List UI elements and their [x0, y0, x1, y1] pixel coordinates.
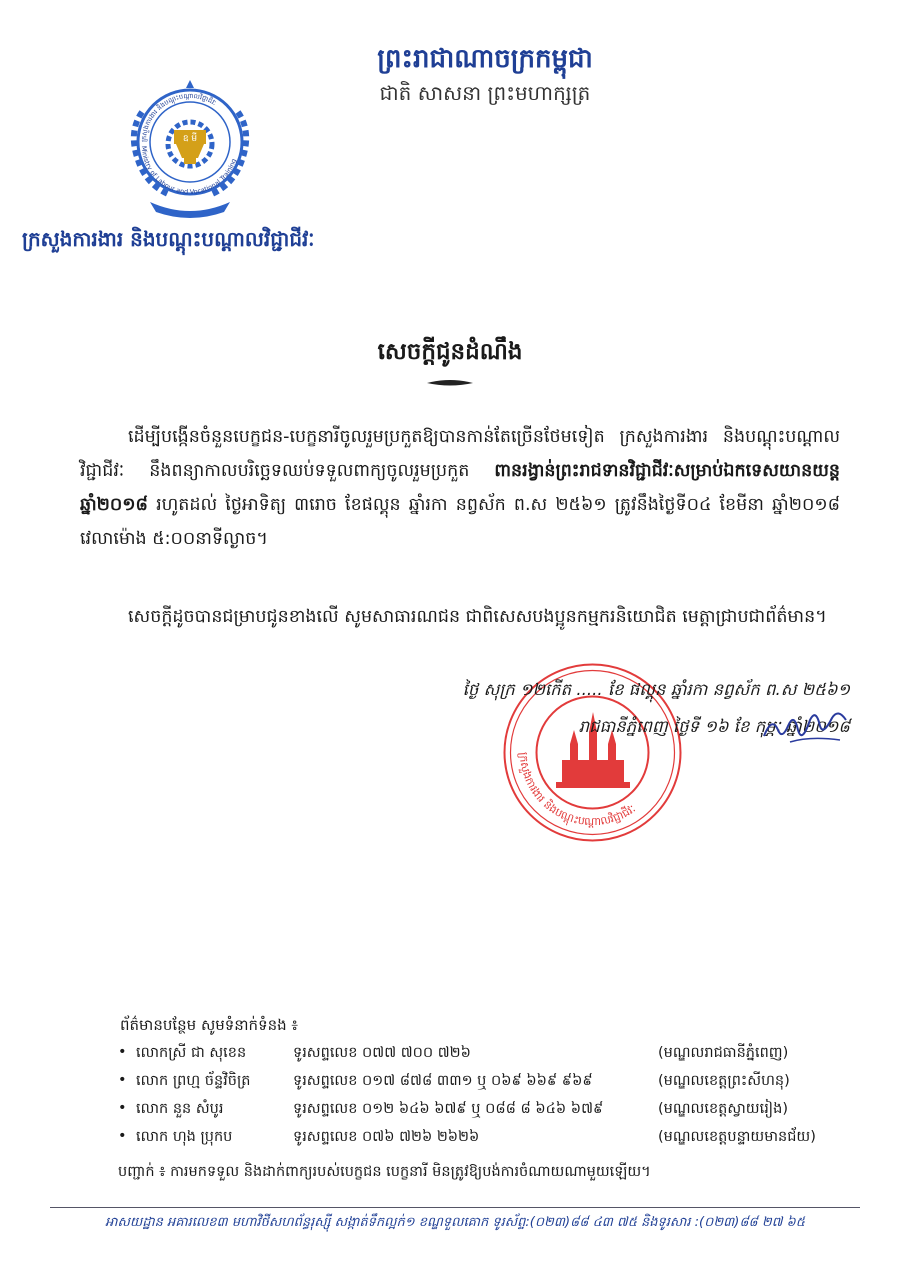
contact-name: លោក ហុង ប្រុកប	[136, 1129, 233, 1145]
contact-item	[118, 1128, 858, 1156]
contact-phone: ទូរសព្ទលេខ ០១២ ៦៤៦ ៦៧៩ ឬ ០៨៨ ៨ ៦៤៦ ៦៧៩	[293, 1101, 604, 1117]
logo-bottom-text: Ministry of Labour and Vocational Training	[139, 145, 238, 197]
paragraph-1-text-b: រហូតដល់ ថ្ងៃអាទិត្យ ៣រោច ខែផល្គុន ឆ្នាំរកា នព្វស័ក ព.ស ២៥៦១ ត្រូវនឹងថ្ងៃទី០៤ ខែមីនា ឆ្នាំ២០១៨ វេលាម៉ោង ៥:០០នាទីល្ងាច។	[80, 495, 840, 549]
handwritten-signature	[760, 712, 860, 746]
award-name: ពានរង្វាន់ព្រះរាជទានវិជ្ជាជីវៈសម្រាប់ឯកទេសយានយន្ត ឆ្នាំ២០១៨	[80, 461, 840, 515]
contact-name: លោក ព្រហ្ម ច័ន្ទវិចិត្រ	[136, 1073, 251, 1089]
contact-center: (មណ្ឌលខេត្តបន្ទាយមានជ័យ)	[658, 1129, 816, 1145]
contact-center: (មណ្ឌលរាជធានីភ្នំពេញ)	[658, 1045, 789, 1061]
footer-divider	[50, 1207, 860, 1208]
kingdom-title: ព្រះរាជាណាចក្រកម្ពុជា	[377, 44, 593, 74]
paragraph-2-text: សេចក្តីដូចបានជម្រាបជូនខាងលើ សូមសាធារណជន ជាពិសេសបងប្អូនកម្មករនិយោជិត មេត្តាជ្រាបជាព័ត៌មាន។	[128, 607, 827, 627]
contact-phone: ទូរសព្ទលេខ ០៧៧ ៧០០ ៧២៦	[293, 1045, 471, 1061]
contact-item	[118, 1044, 858, 1072]
solar-date-line: រាជធានីភ្នំពេញ ថ្ងៃទី ១៦ ខែ កុម្ភៈ ឆ្នាំ២០១៨	[578, 717, 850, 736]
bullet: •	[118, 1044, 127, 1060]
document-title: សេចក្ដីជូនដំណឹង	[377, 339, 523, 365]
bullet: •	[118, 1100, 127, 1116]
notice-paragraph-2	[80, 600, 840, 634]
contact-center: (មណ្ឌលខេត្តស្វាយរៀង)	[658, 1101, 788, 1117]
footer-address: អាសយដ្ឋាន អគារលេខ៣ មហាវិថីសហព័ន្ធរុស្ស៊ី សង្កាត់ទឹកល្អក់១ ខណ្ឌទួលគោក ទូរស័ព្ទ:(០២៣)៨៨ ៤៣ ៧៥ និងទូរសារ :(០២៣)៨៨ ២៧ ៦៥	[105, 1215, 805, 1230]
seal-text: ក្រសួងការងារ និងបណ្តុះបណ្តាលវិជ្ជាជីវៈ	[516, 751, 638, 829]
contact-item	[118, 1072, 858, 1100]
lunar-date-line: ថ្ងៃ សុក្រ ១២កើត ..... ខែ ផល្គុន ឆ្នាំរកា នព្វស័ក ព.ស ២៥៦១	[462, 680, 850, 699]
contact-list	[118, 1044, 858, 1156]
contact-item	[118, 1100, 858, 1128]
contact-phone: ទូរសព្ទលេខ ០៧៦ ៧២៦ ២៦២៦	[293, 1129, 480, 1145]
title-ornament	[425, 379, 475, 387]
notice-paragraph-1	[80, 420, 840, 556]
contact-heading: ព័ត៌មានបន្ថែម សូមទំនាក់ទំនង ៖	[120, 1016, 298, 1034]
ministry-logo	[120, 72, 260, 222]
contact-center: (មណ្ឌលខេត្តព្រះសីហនុ)	[658, 1073, 790, 1089]
paragraph-1-text-a: ដើម្បីបង្កើនចំនួនបេក្ខជន-បេក្ខនារីចូលរួមប្រកួតឱ្យបានកាន់តែច្រើនថែមទៀត ក្រសួងការងារ និងបណ្តុះបណ្តាលវិជ្ជាជីវៈ នឹងពន្យាកាលបរិច្ឆេទឈប់ទទួលពាក្យចូលរួមប្រកួត	[80, 427, 840, 481]
logo-top-text: ក្រសួងការងារ និងបណ្តុះបណ្តាលវិជ្ជាជីវៈ	[139, 91, 218, 143]
bullet: •	[118, 1072, 127, 1088]
contact-name: លោកស្រី ជា សុខេន	[136, 1045, 247, 1061]
bullet: •	[118, 1128, 127, 1144]
ministry-name: ក្រសួងការងារ និងបណ្តុះបណ្តាលវិជ្ជាជីវៈ	[22, 227, 315, 251]
logo-emblem-text: ឧ មី	[182, 134, 198, 144]
contact-phone: ទូរសព្ទលេខ ០១៧ ៨៧៨ ៣៣១ ឬ ០៦៩ ៦៦៩ ៩៦៩	[293, 1073, 593, 1089]
note-line: បញ្ជាក់ ៖ ការមកទទួល និងដាក់ពាក្យរបស់បេក្ខជន បេក្ខនារី មិនត្រូវឱ្យបង់ការចំណាយណាមួយឡើយ។	[118, 1164, 651, 1180]
contact-name: លោក នួន សំបូរ	[136, 1101, 224, 1117]
national-motto: ជាតិ សាសនា ព្រះមហាក្សត្រ	[379, 81, 591, 105]
